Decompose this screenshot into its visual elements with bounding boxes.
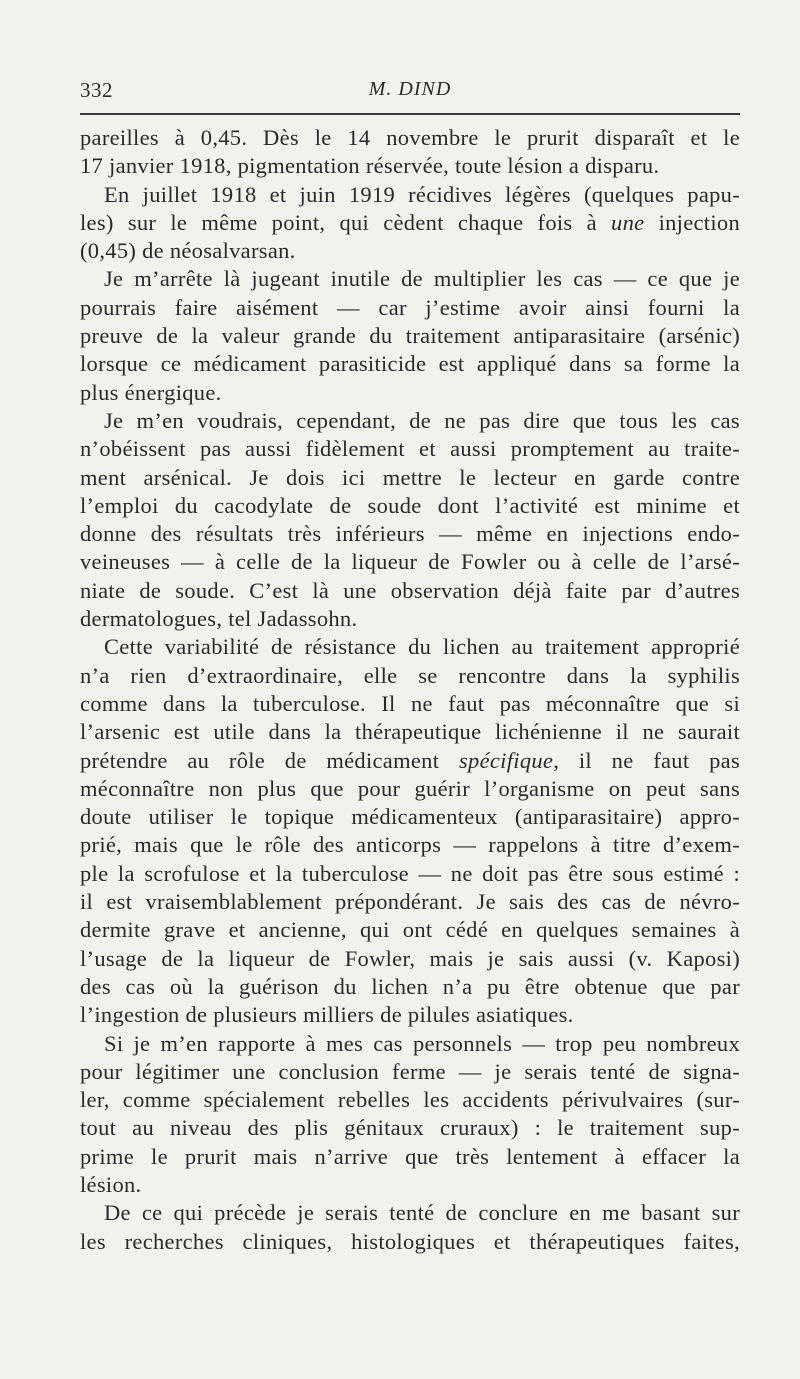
text-line: De ce qui précède je serais tenté de conclure en me basant sur [104, 1200, 740, 1226]
text-line: dermite grave et ancienne, qui ont cédé en quelques semaines à [80, 917, 740, 943]
text-line: pareilles à 0,45. Dès le 14 novembre le prurit disparaît et le [80, 125, 740, 150]
header-rule [80, 113, 740, 115]
text-line: n’a rien d’extraordinaire, elle se rencontre dans la syphilis [80, 662, 740, 688]
text-line: Je m’en voudrais, cependant, de ne pas dire que tous les cas [104, 407, 740, 433]
text-line: il est vraisemblablement prépondérant. Je sais des cas de névro- [80, 889, 740, 915]
text-line: prétendre au rôle de médicament spécifique, il ne faut pas [80, 747, 741, 773]
text-line: l’arsenic est utile dans la thérapeutique lichénienne il ne saurait [80, 719, 740, 745]
text-line: des cas où la guérison du lichen n’a pu être obtenue que par [80, 973, 740, 999]
text-line: (0,45) de néosalvarsan. [80, 238, 296, 264]
text-line: les recherches cliniques, histologiques et thérapeutiques faites, [80, 1228, 740, 1254]
emphasized-word: spécifique [459, 747, 554, 773]
text-line: lorsque ce médicament parasiticide est appliqué dans sa forme la [80, 351, 740, 377]
running-head: M. DIND [368, 78, 452, 100]
emphasized-word: une [611, 209, 645, 235]
text-line: veineuses — à celle de la liqueur de Fowler ou à celle de l’arsé- [80, 549, 740, 575]
text-line: Je m’arrête là jugeant inutile de multiplier les cas — ce que je [104, 266, 740, 292]
text-line: l’usage de la liqueur de Fowler, mais je sais aussi (v. Kaposi) [80, 945, 740, 971]
text-line: méconnaître non plus que pour guérir l’organisme on peut sans [80, 775, 740, 801]
text-line: doute utiliser le topique médicamenteux (antiparasitaire) appro- [80, 804, 740, 830]
text-line: ple la scrofulose et la tuberculose — ne doit pas être sous estimé : [80, 860, 740, 886]
text-line: En juillet 1918 et juin 1919 récidives légères (quelques papu- [104, 181, 740, 207]
text-line: l’ingestion de plusieurs milliers de pilules asiatiques. [80, 1002, 574, 1028]
text-line: pour légitimer une conclusion ferme — je serais tenté de signa- [80, 1058, 740, 1084]
page-header [80, 78, 740, 108]
text-line: dermatologues, tel Jadassohn. [80, 606, 358, 632]
text-line: les) sur le même point, qui cèdent chaque fois à une injection [80, 209, 741, 235]
text-line: Cette variabilité de résistance du lichen au traitement approprié [104, 634, 740, 660]
text-line: Si je m’en rapporte à mes cas personnels — trop peu nombreux [104, 1030, 740, 1056]
text-line: niate de soude. C’est là une observation déjà faite par d’autres [80, 577, 740, 603]
text-line: ler, comme spécialement rebelles les accidents périvulvaires (sur- [80, 1087, 740, 1113]
text-line: plus énergique. [80, 379, 222, 405]
text-line: prime le prurit mais n’arrive que très lentement à effacer la [80, 1143, 740, 1169]
text-line: tout au niveau des plis génitaux cruraux) : le traitement sup- [80, 1115, 740, 1141]
text-line: pourrais faire aisément — car j’estime avoir ainsi fourni la [80, 294, 740, 320]
text-line: lésion. [80, 1171, 142, 1197]
text-line: donne des résultats très inférieurs — même en injections endo- [80, 521, 740, 547]
text-line: prié, mais que le rôle des anticorps — rappelons à titre d’exem- [80, 832, 740, 858]
text-line: ment arsénical. Je dois ici mettre le lecteur en garde contre [80, 464, 740, 490]
page-number: 332 [80, 78, 113, 102]
text-line: l’emploi du cacodylate de soude dont l’activité est minime et [80, 492, 740, 518]
text-line: comme dans la tuberculose. Il ne faut pas méconnaître que si [80, 690, 740, 716]
text-line: 17 janvier 1918, pigmentation réservée, toute lésion a disparu. [80, 153, 660, 179]
body-text [80, 124, 740, 1256]
text-line: preuve de la valeur grande du traitement antiparasitaire (arsénic) [80, 323, 740, 349]
text-line: n’obéissent pas aussi fidèlement et aussi promptement au traite- [80, 436, 740, 462]
